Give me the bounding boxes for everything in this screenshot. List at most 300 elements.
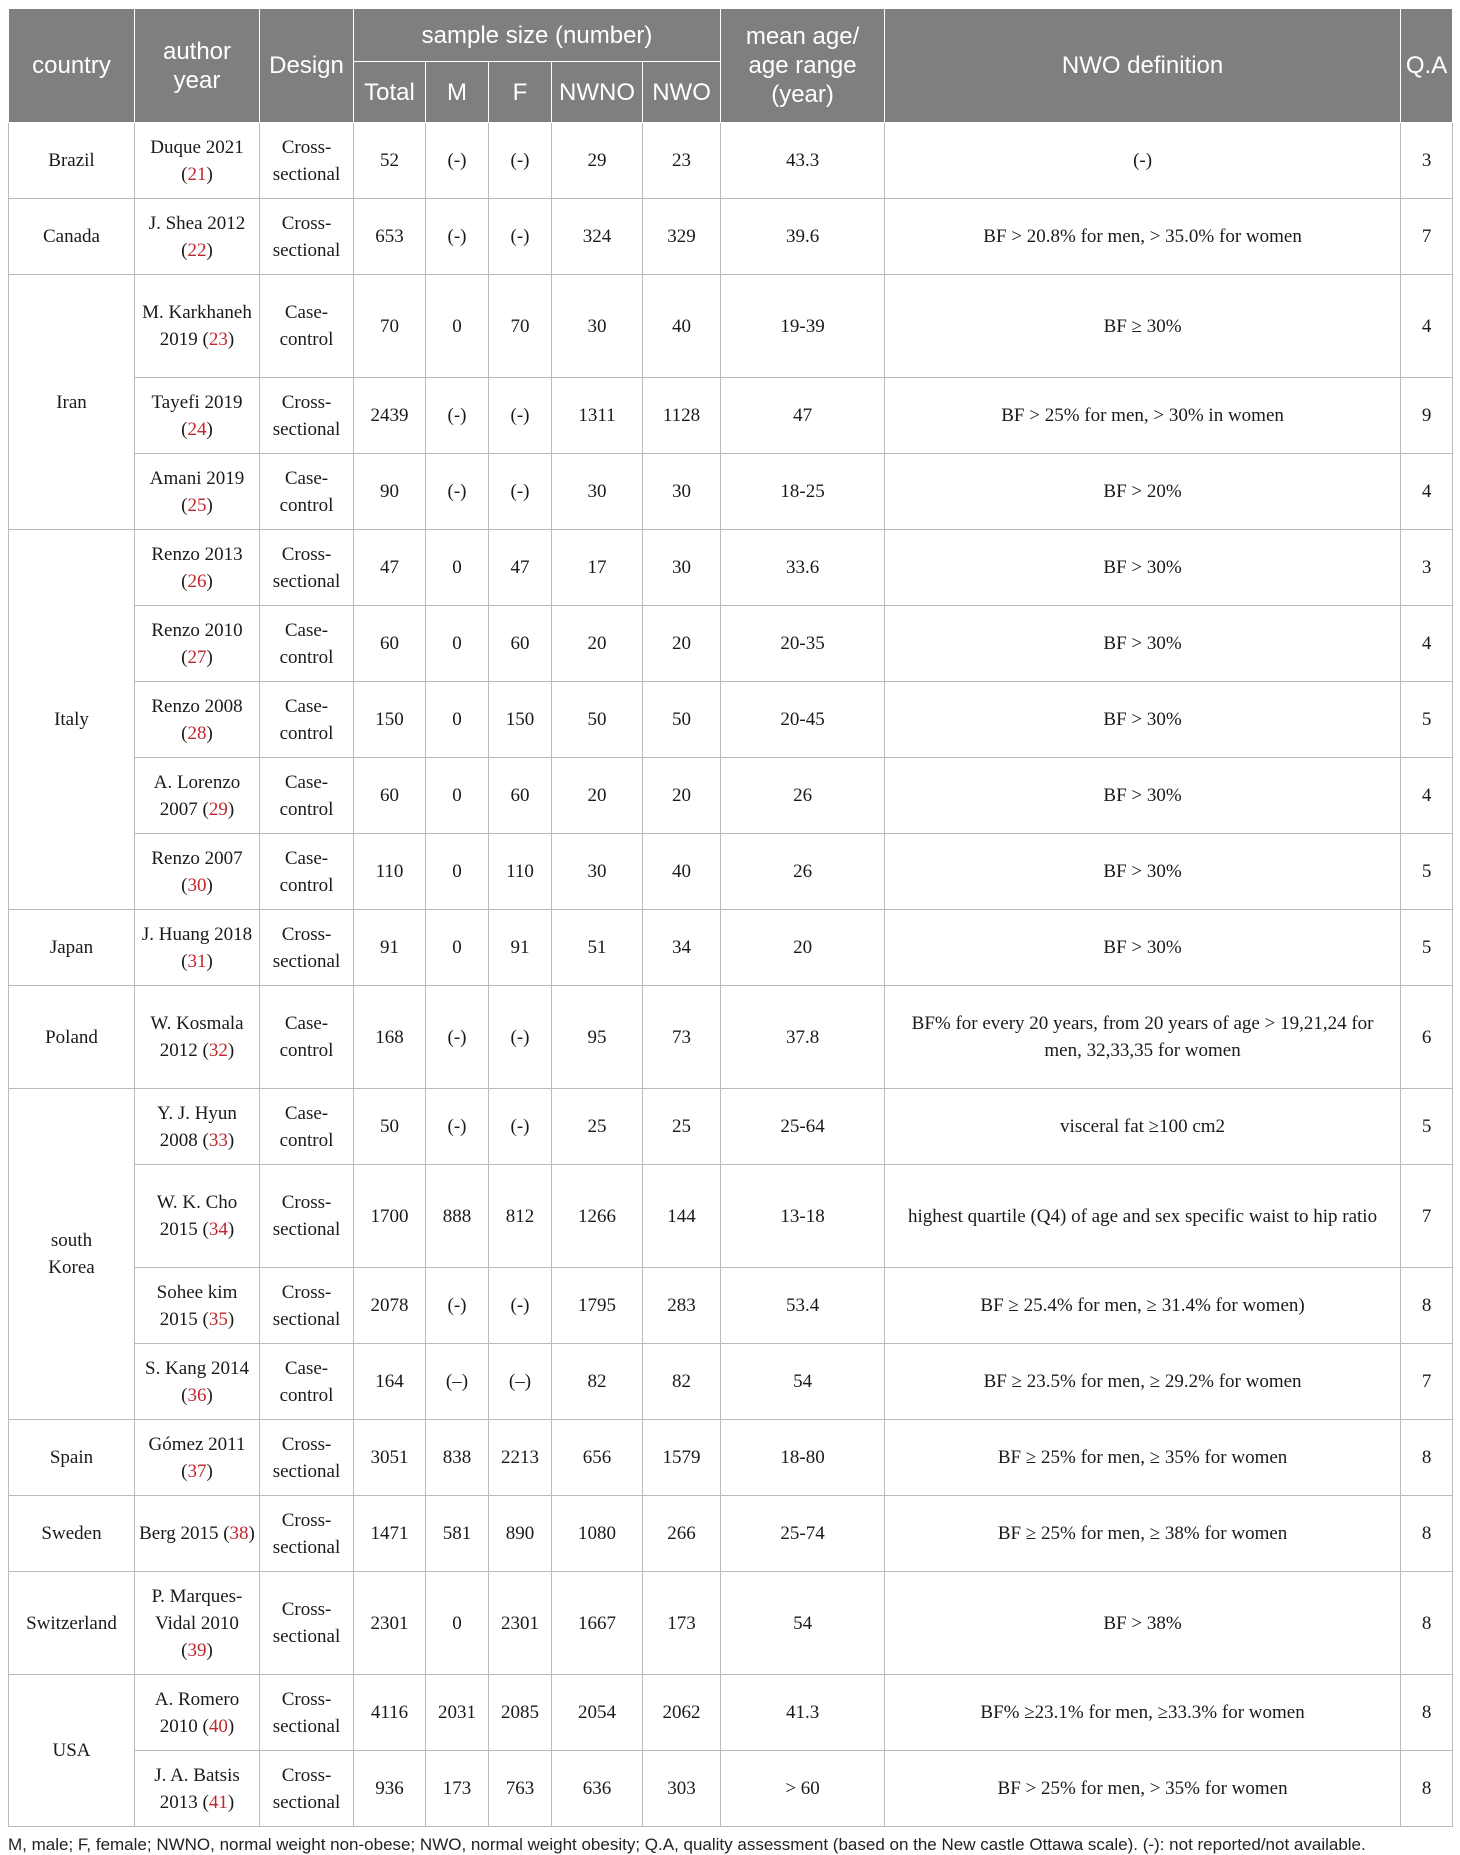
table-row: [9, 758, 1453, 834]
cell-male: (–): [426, 1344, 489, 1420]
cell-nwo: 25: [643, 1089, 721, 1165]
cell-mean-age: 41.3: [721, 1675, 885, 1751]
cell-mean-age: 43.3: [721, 123, 885, 199]
cell-mean-age: 53.4: [721, 1268, 885, 1344]
cell-male: (-): [426, 123, 489, 199]
cell-author-year: M. Karkhaneh 2019 (23): [135, 275, 260, 378]
cell-nwno: 1266: [552, 1165, 643, 1268]
cell-female: 2213: [489, 1420, 552, 1496]
author-name: J. A. Batsis 2013: [154, 1764, 240, 1813]
cell-female: (-): [489, 123, 552, 199]
reference-link[interactable]: 38: [229, 1523, 249, 1544]
cell-total: 50: [354, 1089, 426, 1165]
cell-nwo: 1579: [643, 1420, 721, 1496]
author-name: S. Kang 2014: [145, 1357, 249, 1379]
cell-country: Sweden: [9, 1496, 135, 1572]
cell-design: Cross-sectional: [260, 910, 354, 986]
cell-author-year: Gómez 2011 (37): [135, 1420, 260, 1496]
cell-male: (-): [426, 199, 489, 275]
cell-design: Case-control: [260, 986, 354, 1089]
reference-link[interactable]: 24: [187, 418, 207, 440]
cell-female: (-): [489, 1268, 552, 1344]
cell-design: Cross-sectional: [260, 1268, 354, 1344]
cell-nwo-definition: highest quartile (Q4) of age and sex specific waist to hip ratio: [885, 1165, 1401, 1268]
cell-author-year: Renzo 2010 (27): [135, 606, 260, 682]
cell-nwno: 50: [552, 682, 643, 758]
cell-nwo: 30: [643, 454, 721, 530]
cell-mean-age: 25-64: [721, 1089, 885, 1165]
author-name: Renzo 2010: [151, 619, 243, 641]
author-name: W. Kosmala 2012: [150, 1013, 244, 1061]
cell-total: 110: [354, 834, 426, 910]
cell-total: 936: [354, 1751, 426, 1827]
table-row: [9, 1496, 1453, 1572]
cell-design: Cross-sectional: [260, 1675, 354, 1751]
cell-qa: 8: [1401, 1751, 1453, 1827]
table-row: [9, 1572, 1453, 1675]
cell-mean-age: 18-25: [721, 454, 885, 530]
cell-nwo-definition: BF > 20.8% for men, > 35.0% for women: [885, 199, 1401, 275]
author-name: Gómez 2011: [148, 1433, 246, 1455]
cell-nwno: 30: [552, 275, 643, 378]
cell-author-year: Amani 2019 (25): [135, 454, 260, 530]
author-name: Renzo 2007: [151, 847, 243, 869]
table-row: [9, 1268, 1453, 1344]
cell-male: (-): [426, 1089, 489, 1165]
cell-nwo: 82: [643, 1344, 721, 1420]
cell-qa: 7: [1401, 1344, 1453, 1420]
cell-mean-age: 19-39: [721, 275, 885, 378]
header-mean-age: mean age/ age range (year): [721, 9, 885, 123]
table-row: [9, 910, 1453, 986]
cell-mean-age: 20: [721, 910, 885, 986]
table-row: [9, 606, 1453, 682]
cell-country: Brazil: [9, 123, 135, 199]
cell-male: 0: [426, 530, 489, 606]
cell-female: 70: [489, 275, 552, 378]
cell-author-year: Sohee kim 2015 (35): [135, 1268, 260, 1344]
cell-nwo: 266: [643, 1496, 721, 1572]
cell-design: Case-control: [260, 1089, 354, 1165]
cell-design: Case-control: [260, 834, 354, 910]
cell-male: 838: [426, 1420, 489, 1496]
cell-qa: 8: [1401, 1496, 1453, 1572]
author-name: Duque 2021: [150, 136, 244, 158]
author-name: Berg 2015: [139, 1523, 219, 1544]
cell-author-year: Renzo 2008 (28): [135, 682, 260, 758]
cell-nwo-definition: BF ≥ 25% for men, ≥ 35% for women: [885, 1420, 1401, 1496]
cell-nwo: 23: [643, 123, 721, 199]
cell-design: Cross-sectional: [260, 1496, 354, 1572]
cell-female: (-): [489, 199, 552, 275]
cell-design: Case-control: [260, 758, 354, 834]
cell-nwo-definition: BF ≥ 25.4% for men, ≥ 31.4% for women): [885, 1268, 1401, 1344]
cell-qa: 5: [1401, 1089, 1453, 1165]
cell-male: (-): [426, 454, 489, 530]
reference-link[interactable]: 28: [187, 722, 207, 744]
cell-total: 60: [354, 758, 426, 834]
cell-nwno: 82: [552, 1344, 643, 1420]
cell-author-year: Duque 2021 (21): [135, 123, 260, 199]
cell-total: 2301: [354, 1572, 426, 1675]
cell-design: Cross-sectional: [260, 199, 354, 275]
cell-author-year: Renzo 2013 (26): [135, 530, 260, 606]
cell-total: 150: [354, 682, 426, 758]
cell-total: 70: [354, 275, 426, 378]
reference-link[interactable]: 39: [187, 1639, 207, 1661]
cell-nwo-definition: BF > 30%: [885, 682, 1401, 758]
cell-mean-age: 37.8: [721, 986, 885, 1089]
reference-link[interactable]: 26: [187, 570, 207, 592]
cell-country: Spain: [9, 1420, 135, 1496]
cell-mean-age: 47: [721, 378, 885, 454]
reference-link[interactable]: 35: [208, 1308, 228, 1330]
table-row: [9, 1420, 1453, 1496]
cell-mean-age: 33.6: [721, 530, 885, 606]
cell-nwo: 1128: [643, 378, 721, 454]
cell-design: Cross-sectional: [260, 1751, 354, 1827]
cell-total: 4116: [354, 1675, 426, 1751]
table-row: [9, 1675, 1453, 1751]
author-name: J. Huang 2018: [141, 923, 253, 945]
cell-country: Poland: [9, 986, 135, 1089]
cell-total: 91: [354, 910, 426, 986]
reference-link[interactable]: 21: [187, 163, 207, 185]
cell-nwo-definition: BF > 25% for men, > 35% for women: [885, 1751, 1401, 1827]
cell-male: 0: [426, 1572, 489, 1675]
table-footnote: M, male; F, female; NWNO, normal weight non-obese; NWO, normal weight obesity; Q.A, quality assessment (based on the New castle Ottawa scale). (-): not reported/not available.: [8, 1835, 1366, 1854]
author-name: Amani 2019: [149, 467, 245, 489]
cell-author-year: W. Kosmala 2012 (32): [135, 986, 260, 1089]
cell-nwo-definition: BF > 30%: [885, 910, 1401, 986]
cell-qa: 4: [1401, 454, 1453, 530]
cell-male: 0: [426, 606, 489, 682]
cell-mean-age: 54: [721, 1572, 885, 1675]
cell-female: 110: [489, 834, 552, 910]
studies-table: [8, 8, 1453, 1827]
cell-qa: 8: [1401, 1572, 1453, 1675]
cell-female: (-): [489, 1089, 552, 1165]
cell-country: Japan: [9, 910, 135, 986]
reference-link[interactable]: 41: [208, 1791, 228, 1813]
cell-nwo: 329: [643, 199, 721, 275]
cell-author-year: Tayefi 2019 (24): [135, 378, 260, 454]
cell-nwno: 324: [552, 199, 643, 275]
cell-design: Case-control: [260, 454, 354, 530]
cell-author-year: Y. J. Hyun 2008 (33): [135, 1089, 260, 1165]
cell-nwno: 51: [552, 910, 643, 986]
cell-female: 60: [489, 758, 552, 834]
cell-male: 888: [426, 1165, 489, 1268]
cell-female: 812: [489, 1165, 552, 1268]
cell-author-year: Berg 2015 (38): [135, 1496, 260, 1572]
cell-mean-age: 25-74: [721, 1496, 885, 1572]
cell-qa: 9: [1401, 378, 1453, 454]
header-nwo: NWO: [643, 62, 721, 123]
cell-qa: 4: [1401, 758, 1453, 834]
cell-nwno: 20: [552, 606, 643, 682]
cell-male: 0: [426, 682, 489, 758]
cell-nwno: 1080: [552, 1496, 643, 1572]
cell-total: 60: [354, 606, 426, 682]
cell-design: Case-control: [260, 1344, 354, 1420]
reference-link[interactable]: 32: [208, 1040, 228, 1061]
table-row: [9, 454, 1453, 530]
table-row: [9, 1089, 1453, 1165]
cell-nwo: 73: [643, 986, 721, 1089]
cell-total: 164: [354, 1344, 426, 1420]
cell-country: Switzerland: [9, 1572, 135, 1675]
cell-qa: 8: [1401, 1675, 1453, 1751]
author-name: Tayefi 2019: [151, 391, 243, 413]
cell-qa: 3: [1401, 530, 1453, 606]
cell-qa: 8: [1401, 1420, 1453, 1496]
cell-mean-age: 13-18: [721, 1165, 885, 1268]
header-m: M: [426, 62, 489, 123]
cell-nwno: 25: [552, 1089, 643, 1165]
cell-nwno: 2054: [552, 1675, 643, 1751]
cell-author-year: A. Lorenzo 2007 (29): [135, 758, 260, 834]
cell-nwo: 34: [643, 910, 721, 986]
author-name: J. Shea 2012: [148, 212, 246, 234]
cell-female: (-): [489, 454, 552, 530]
cell-country: USA: [9, 1675, 135, 1827]
author-name: W. K. Cho 2015: [156, 1192, 238, 1240]
cell-male: 2031: [426, 1675, 489, 1751]
cell-nwno: 95: [552, 986, 643, 1089]
cell-female: 890: [489, 1496, 552, 1572]
cell-male: 581: [426, 1496, 489, 1572]
cell-author-year: Renzo 2007 (30): [135, 834, 260, 910]
reference-link[interactable]: 22: [187, 239, 207, 261]
cell-design: Cross-sectional: [260, 1572, 354, 1675]
cell-qa: 5: [1401, 834, 1453, 910]
cell-nwo-definition: BF > 38%: [885, 1572, 1401, 1675]
cell-mean-age: 26: [721, 758, 885, 834]
cell-nwo: 20: [643, 606, 721, 682]
cell-nwo-definition: (-): [885, 123, 1401, 199]
reference-link[interactable]: 34: [208, 1219, 228, 1240]
cell-nwo-definition: BF ≥ 30%: [885, 275, 1401, 378]
reference-link[interactable]: 36: [187, 1384, 207, 1406]
cell-nwno: 30: [552, 834, 643, 910]
table-body: [9, 123, 1453, 1827]
table-row: [9, 1751, 1453, 1827]
cell-nwo-definition: BF > 30%: [885, 530, 1401, 606]
cell-total: 653: [354, 199, 426, 275]
cell-total: 1700: [354, 1165, 426, 1268]
reference-link[interactable]: 31: [187, 950, 207, 972]
cell-nwno: 636: [552, 1751, 643, 1827]
table-row: [9, 275, 1453, 378]
cell-male: (-): [426, 378, 489, 454]
table-row: [9, 682, 1453, 758]
cell-nwo: 173: [643, 1572, 721, 1675]
table-container: [8, 8, 1452, 1855]
table-row: [9, 378, 1453, 454]
cell-nwo-definition: BF% ≥23.1% for men, ≥33.3% for women: [885, 1675, 1401, 1751]
reference-link[interactable]: 40: [208, 1715, 228, 1737]
cell-total: 2439: [354, 378, 426, 454]
cell-qa: 4: [1401, 275, 1453, 378]
cell-nwno: 1667: [552, 1572, 643, 1675]
cell-nwo: 50: [643, 682, 721, 758]
cell-total: 90: [354, 454, 426, 530]
cell-nwno: 1311: [552, 378, 643, 454]
cell-nwo-definition: visceral fat ≥100 cm2: [885, 1089, 1401, 1165]
cell-author-year: J. Shea 2012 (22): [135, 199, 260, 275]
cell-mean-age: 39.6: [721, 199, 885, 275]
cell-male: 0: [426, 758, 489, 834]
cell-design: Case-control: [260, 682, 354, 758]
cell-total: 3051: [354, 1420, 426, 1496]
cell-nwo-definition: BF ≥ 23.5% for men, ≥ 29.2% for women: [885, 1344, 1401, 1420]
table-row: [9, 530, 1453, 606]
cell-nwo: 144: [643, 1165, 721, 1268]
cell-design: Cross-sectional: [260, 123, 354, 199]
cell-female: 47: [489, 530, 552, 606]
cell-male: 0: [426, 834, 489, 910]
cell-nwno: 20: [552, 758, 643, 834]
cell-author-year: S. Kang 2014 (36): [135, 1344, 260, 1420]
cell-qa: 5: [1401, 910, 1453, 986]
header-qa: Q.A: [1401, 9, 1453, 123]
author-name: A. Romero 2010: [154, 1688, 240, 1737]
cell-qa: 5: [1401, 682, 1453, 758]
header-nwo-definition: NWO definition: [885, 9, 1401, 123]
cell-design: Case-control: [260, 606, 354, 682]
cell-nwo: 40: [643, 834, 721, 910]
header-design: Design: [260, 9, 354, 123]
cell-nwo-definition: BF > 30%: [885, 606, 1401, 682]
reference-link[interactable]: 25: [187, 494, 207, 516]
author-name: Renzo 2013: [151, 543, 243, 565]
cell-male: 0: [426, 910, 489, 986]
table-row: [9, 1165, 1453, 1268]
cell-design: Cross-sectional: [260, 530, 354, 606]
cell-total: 47: [354, 530, 426, 606]
reference-link[interactable]: 29: [208, 798, 228, 820]
cell-author-year: P. Marques-Vidal 2010 (39): [135, 1572, 260, 1675]
cell-nwo-definition: BF > 20%: [885, 454, 1401, 530]
cell-nwo: 2062: [643, 1675, 721, 1751]
cell-female: 60: [489, 606, 552, 682]
cell-author-year: J. A. Batsis 2013 (41): [135, 1751, 260, 1827]
cell-female: (–): [489, 1344, 552, 1420]
reference-link[interactable]: 27: [187, 646, 207, 668]
cell-nwno: 30: [552, 454, 643, 530]
cell-qa: 7: [1401, 199, 1453, 275]
reference-link[interactable]: 30: [187, 874, 207, 896]
author-name: P. Marques-Vidal 2010: [151, 1585, 243, 1634]
cell-nwno: 17: [552, 530, 643, 606]
cell-female: 2301: [489, 1572, 552, 1675]
author-name: A. Lorenzo 2007: [153, 771, 241, 820]
cell-female: 91: [489, 910, 552, 986]
author-name: Sohee kim 2015: [156, 1281, 238, 1330]
cell-female: (-): [489, 986, 552, 1089]
cell-author-year: A. Romero 2010 (40): [135, 1675, 260, 1751]
header-author-year: author year: [135, 9, 260, 123]
table-row: [9, 199, 1453, 275]
header-nwno: NWNO: [552, 62, 643, 123]
cell-mean-age: 20-45: [721, 682, 885, 758]
cell-author-year: J. Huang 2018 (31): [135, 910, 260, 986]
cell-qa: 7: [1401, 1165, 1453, 1268]
cell-nwo: 303: [643, 1751, 721, 1827]
cell-nwo-definition: BF% for every 20 years, from 20 years of age > 19,21,24 for men, 32,33,35 for women: [885, 986, 1401, 1089]
header-total: Total: [354, 62, 426, 123]
cell-design: Cross-sectional: [260, 1420, 354, 1496]
cell-design: Cross-sectional: [260, 1165, 354, 1268]
cell-country: south Korea: [9, 1089, 135, 1420]
cell-female: 150: [489, 682, 552, 758]
cell-mean-age: 54: [721, 1344, 885, 1420]
cell-nwo-definition: BF > 30%: [885, 834, 1401, 910]
cell-country: Canada: [9, 199, 135, 275]
cell-nwo-definition: BF ≥ 25% for men, ≥ 38% for women: [885, 1496, 1401, 1572]
cell-total: 168: [354, 986, 426, 1089]
header-country: country: [9, 9, 135, 123]
cell-male: (-): [426, 986, 489, 1089]
author-name: Renzo 2008: [151, 695, 243, 717]
cell-nwo: 40: [643, 275, 721, 378]
cell-design: Case-control: [260, 275, 354, 378]
cell-female: 763: [489, 1751, 552, 1827]
cell-qa: 8: [1401, 1268, 1453, 1344]
cell-nwo-definition: BF > 30%: [885, 758, 1401, 834]
cell-mean-age: > 60: [721, 1751, 885, 1827]
cell-nwo: 30: [643, 530, 721, 606]
cell-nwo: 20: [643, 758, 721, 834]
author-name: M. Karkhaneh 2019: [142, 302, 252, 350]
cell-qa: 3: [1401, 123, 1453, 199]
table-row: [9, 986, 1453, 1089]
table-row: [9, 834, 1453, 910]
cell-author-year: W. K. Cho 2015 (34): [135, 1165, 260, 1268]
cell-country: Italy: [9, 530, 135, 910]
cell-mean-age: 20-35: [721, 606, 885, 682]
table-row: [9, 123, 1453, 199]
cell-nwo-definition: BF > 25% for men, > 30% in women: [885, 378, 1401, 454]
cell-mean-age: 26: [721, 834, 885, 910]
cell-male: (-): [426, 1268, 489, 1344]
cell-total: 1471: [354, 1496, 426, 1572]
table-row: [9, 1344, 1453, 1420]
cell-nwno: 29: [552, 123, 643, 199]
header-sample-size: sample size (number): [354, 9, 721, 62]
cell-female: 2085: [489, 1675, 552, 1751]
cell-male: 0: [426, 275, 489, 378]
header-f: F: [489, 62, 552, 123]
reference-link[interactable]: 37: [187, 1460, 207, 1482]
cell-qa: 6: [1401, 986, 1453, 1089]
cell-mean-age: 18-80: [721, 1420, 885, 1496]
reference-link[interactable]: 33: [208, 1129, 228, 1151]
cell-country: Iran: [9, 275, 135, 530]
reference-link[interactable]: 23: [208, 329, 228, 350]
cell-female: (-): [489, 378, 552, 454]
cell-design: Cross-sectional: [260, 378, 354, 454]
author-name: Y. J. Hyun 2008: [157, 1102, 237, 1151]
cell-qa: 4: [1401, 606, 1453, 682]
cell-nwo: 283: [643, 1268, 721, 1344]
cell-nwno: 656: [552, 1420, 643, 1496]
cell-nwno: 1795: [552, 1268, 643, 1344]
cell-male: 173: [426, 1751, 489, 1827]
cell-total: 2078: [354, 1268, 426, 1344]
cell-total: 52: [354, 123, 426, 199]
